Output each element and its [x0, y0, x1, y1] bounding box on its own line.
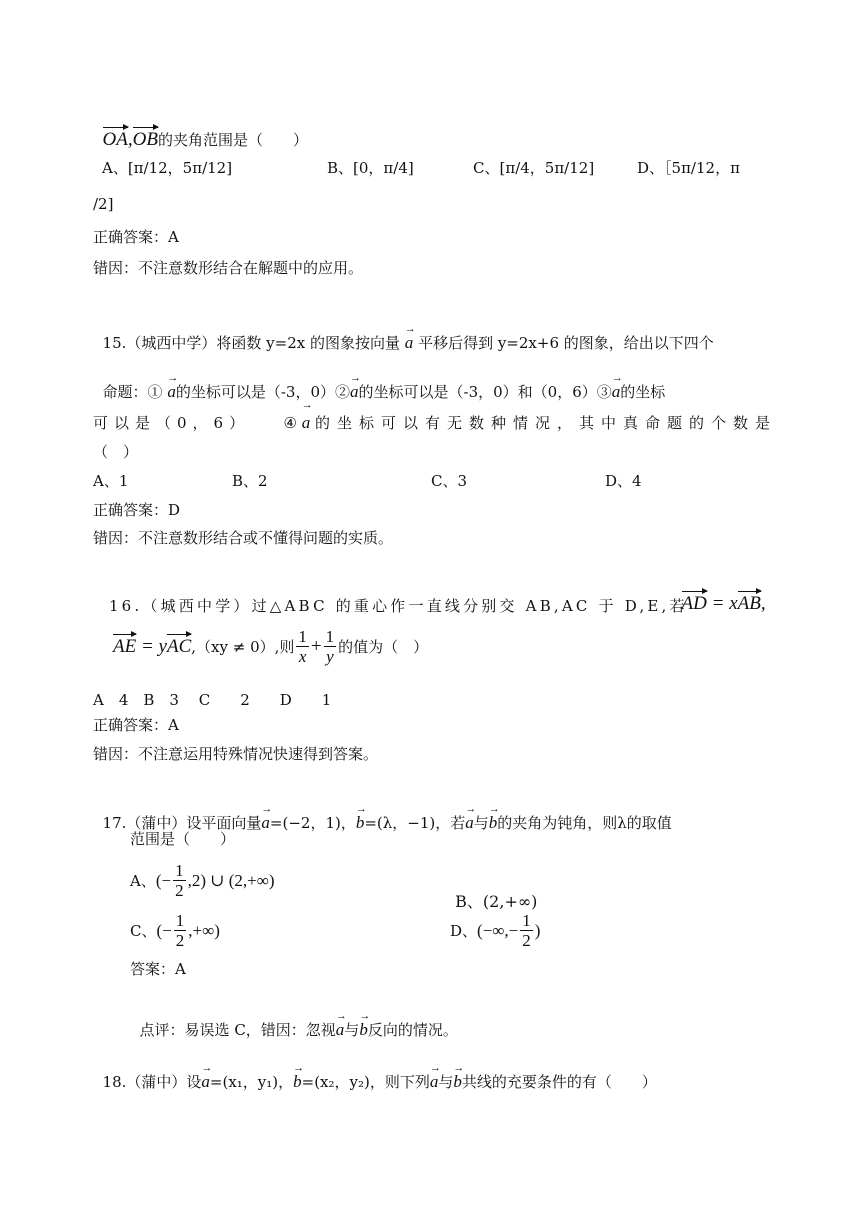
q17-option-b — [445, 870, 537, 912]
q15-line-3-part-c: 的坐标可以有无数种情况，其中真命题的个数是 — [314, 414, 777, 432]
eq-comma: , — [760, 593, 766, 614]
q15-answer: 正确答案：D — [93, 501, 181, 519]
q16-line-2 — [113, 627, 428, 666]
q16-eq1 — [672, 574, 766, 614]
q15-line-1 — [93, 313, 714, 353]
fraction-1-over-x — [296, 627, 309, 666]
q14-option-a: A、[π/12，5π/12] — [102, 159, 233, 177]
option-label: C、 — [130, 922, 157, 940]
vector-ac: AC — [166, 635, 192, 657]
q14-stem-text: 的夹角范围是（ ） — [157, 131, 308, 149]
option-text: B、(2,+∞) — [455, 892, 538, 911]
comma: , — [127, 129, 133, 150]
vector-ob: OB — [132, 129, 158, 150]
numerator: 1 — [175, 911, 185, 930]
vector-ab: AB — [737, 593, 761, 614]
q15-option-c: C、3 — [431, 472, 468, 490]
q17-line-1-part-c: =(λ，−1)，若 — [364, 814, 466, 832]
comment-part-b: 与 — [344, 1021, 360, 1039]
eq-y: = y — [136, 635, 167, 657]
q17-option-d — [450, 911, 540, 950]
option-math: (− — [155, 870, 172, 890]
q17-line-1-part-b: =(−2，1)， — [269, 814, 356, 832]
q17-option-c — [130, 911, 220, 950]
numerator: 1 — [298, 627, 307, 646]
q15-line-2 — [93, 362, 665, 402]
fraction-one-half — [520, 911, 533, 950]
vector-a: → a — [405, 333, 414, 353]
option-math: (− — [156, 920, 172, 940]
vector-a: → a — [350, 382, 359, 402]
q15-line-1-part-a: 15.（城西中学）将函数 y=2x 的图象按向量 — [102, 334, 400, 352]
denominator: 2 — [522, 931, 531, 950]
q16-line-1 — [93, 576, 688, 616]
q16-error: 错因：不注意运用特殊情况快速得到答案。 — [93, 745, 379, 763]
eq-x: = x — [706, 593, 738, 614]
q14-option-c: C、[π/4，5π/12] — [473, 159, 595, 177]
vector-a: → a — [302, 413, 311, 433]
q15-line-2-part-d: 的坐标 — [620, 383, 666, 401]
q18-line-1-part-e: 共线的充要条件的有（ ） — [461, 1073, 657, 1091]
vector-a: → a — [261, 813, 270, 833]
vector-b: → b — [356, 813, 365, 833]
q17-line-1-part-d: 与 — [473, 814, 489, 832]
vector-a: → a — [612, 382, 621, 402]
vector-b: → b — [359, 1020, 368, 1040]
q18-line-1-part-a: 18.（蒲中）设 — [102, 1073, 202, 1091]
option-math-tail: ,+∞) — [188, 920, 220, 940]
vector-b: → b — [293, 1072, 302, 1092]
vector-a: → a — [336, 1020, 345, 1040]
plus-sign: + — [310, 635, 322, 657]
vector-b: → b — [453, 1072, 462, 1092]
vector-a: → a — [465, 813, 474, 833]
q16-answer: 正确答案：A — [93, 716, 179, 734]
vector-oa: OA — [102, 129, 128, 150]
q15-line-2-part-c: 的坐标可以是（-3，0）和（0，6）③ — [358, 383, 612, 401]
q15-line-1-part-b: 平移后得到 y=2x+6 的图象，给出以下四个 — [418, 334, 714, 352]
q18-line-1-part-b: =(x₁，y₁)， — [209, 1073, 294, 1091]
q18-line-1-part-d: 与 — [438, 1073, 454, 1091]
q17-line-2: 范围是（ ） — [130, 830, 236, 848]
q16-tail: 的值为（ ） — [338, 637, 429, 656]
option-math: (−∞,− — [477, 920, 519, 940]
numerator: 1 — [325, 627, 335, 646]
q15-line-4: （ ） — [93, 443, 139, 461]
option-label: D、 — [450, 922, 478, 940]
q15-line-3-part-a: 可以是（0，6） — [93, 414, 251, 432]
numerator: 1 — [522, 911, 531, 930]
fraction-one-half — [173, 861, 186, 900]
q16-line-1-text: 16.（城西中学）过△ABC 的重心作一直线分别交 AB,AC 于 D,E,若 — [108, 597, 688, 615]
q15-line-2-part-a: 命题：① — [102, 383, 163, 401]
vector-ae: AE — [113, 635, 137, 657]
denominator: x — [298, 647, 307, 666]
numerator: 1 — [175, 861, 184, 880]
q14-option-b: B、[0，π/4] — [327, 159, 414, 177]
denominator: 2 — [175, 931, 185, 950]
q17-answer: 答案：A — [130, 960, 186, 978]
q14-answer: 正确答案：A — [93, 228, 179, 246]
q15-option-a: A、1 — [93, 472, 129, 490]
q18-line-1-part-c: =(x₂，y₂)，则下列 — [301, 1073, 430, 1091]
q15-line-3-item-4 — [283, 412, 777, 433]
denominator: y — [326, 647, 334, 666]
q17-line-1-part-e: 的夹角为钝角，则λ的取值 — [497, 814, 672, 832]
denominator: 2 — [175, 881, 184, 900]
q17-comment — [130, 1000, 458, 1040]
q15-line-2-part-b: 的坐标可以是（-3，0）② — [175, 383, 351, 401]
option-math-tail: ) — [534, 920, 541, 940]
q18-line-1 — [93, 1052, 657, 1092]
q16-condition: ,（xy ≠ 0）,则 — [191, 637, 295, 656]
comment-part-c: 反向的情况。 — [367, 1021, 458, 1039]
vector-a: → a — [201, 1072, 210, 1092]
option-label: A、 — [130, 872, 156, 890]
vector-ad: AD — [681, 593, 707, 614]
q17-option-a — [130, 861, 275, 900]
q15-line-3 — [93, 412, 777, 433]
fraction-1-over-y — [324, 627, 337, 666]
vector-a: → a — [430, 1072, 439, 1092]
q14-option-d: D、［5π/12，π — [637, 159, 740, 177]
q15-line-3-part-b: ④ — [283, 414, 297, 432]
q14-stem — [93, 110, 308, 150]
comment-part-a: 点评：易误选 C，错因：忽视 — [139, 1021, 336, 1039]
q15-option-d: D、4 — [605, 472, 642, 490]
q14-error: 错因：不注意数形结合在解题中的应用。 — [93, 259, 364, 277]
q16-options: A 4 B 3 C 2 D 1 — [93, 691, 332, 709]
vector-a: → a — [167, 382, 176, 402]
q17-line-1 — [93, 793, 672, 833]
vector-b: → b — [489, 813, 498, 833]
fraction-one-half — [174, 911, 187, 950]
q17-line-1-part-a: 17.（蒲中）设平面向量 — [102, 814, 262, 832]
option-math-tail: ,2) ∪ (2,+∞) — [187, 870, 275, 890]
q15-error: 错因：不注意数形结合或不懂得问题的实质。 — [93, 529, 394, 547]
q14-option-d-cont: /2] — [93, 195, 114, 213]
q15-option-b: B、2 — [232, 472, 268, 490]
